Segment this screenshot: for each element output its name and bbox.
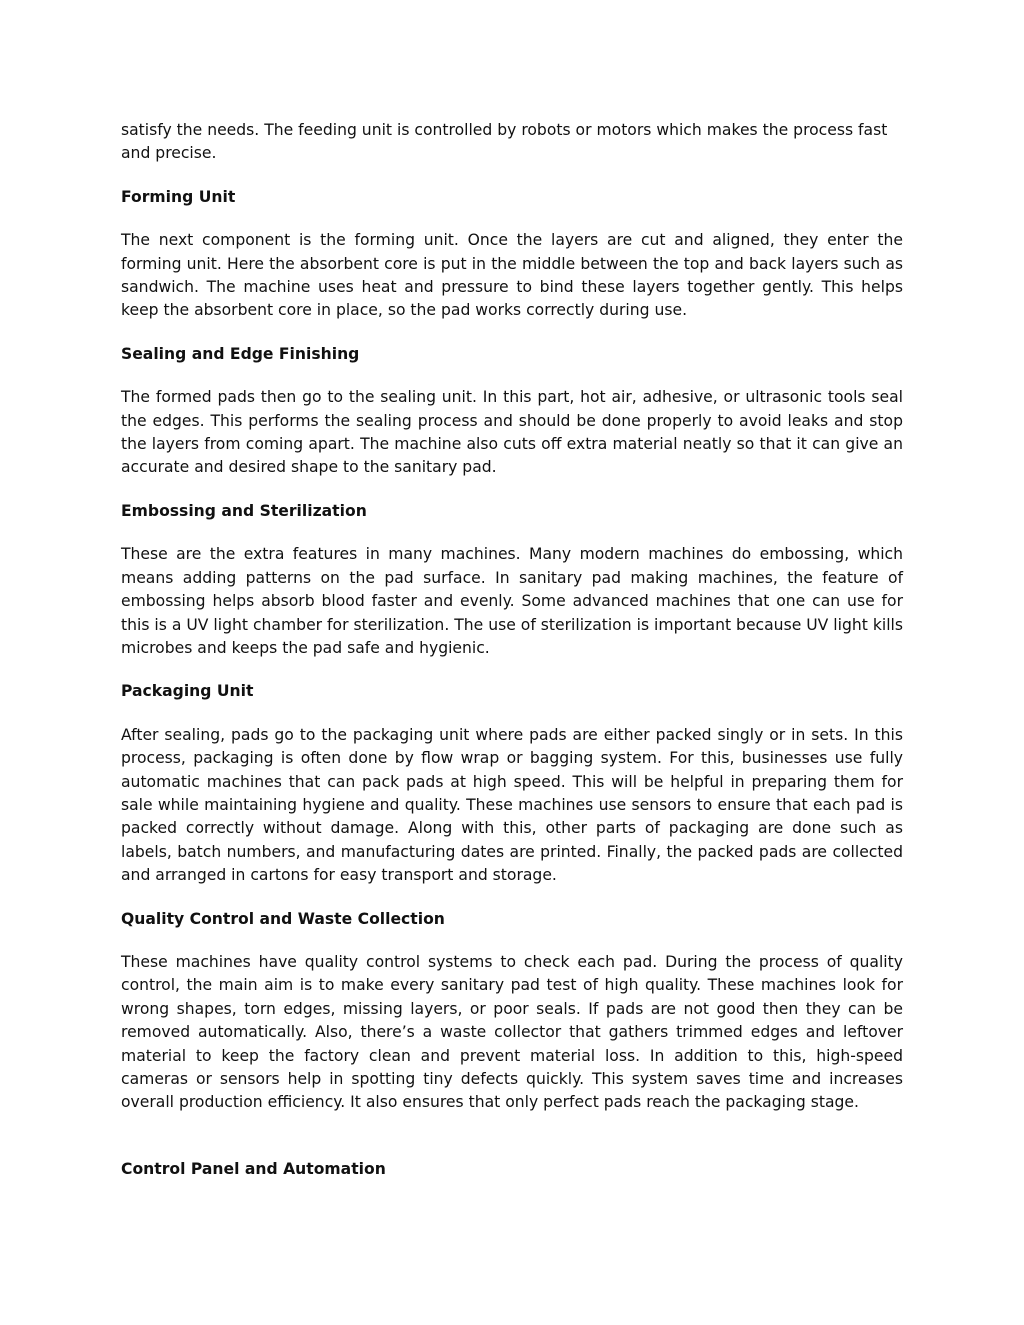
intro-paragraph: satisfy the needs. The feeding unit is controlled by robots or motors which makes the process fast and precise.: [121, 121, 888, 163]
heading-embossing-sterilization: Embossing and Sterilization: [121, 501, 367, 520]
paragraph-packaging-unit: After sealing, pads go to the packaging unit where pads are either packed singly or in sets. In this process, packaging is often done by flow wrap or bagging system. For this, businesses use fully automatic machines that can pack pads at high speed. This will be helpful in preparing them for sale while maintaining hygiene and quality. These machines use sensors to ensure that each pad is packed correctly without damage. Along with this, other parts of packaging are done such as labels, batch numbers, and manufacturing dates are printed. Finally, the packed pads are collected and arranged in cartons for easy transport and storage.: [121, 725, 903, 885]
paragraph-embossing-sterilization: These are the extra features in many machines. Many modern machines do embossing, which means adding patterns on the pad surface. In sanitary pad making machines, the feature of embossing helps absorb blood faster and evenly. Some advanced machines that one can use for this is a UV light chamber for sterilization. The use of sterilization is important because UV light kills microbes and keeps the pad safe and hygienic.: [121, 545, 903, 657]
paragraph-forming-unit: The next component is the forming unit. Once the layers are cut and aligned, they enter the forming unit. Here the absorbent core is put in the middle between the top and back layers such as sandwich. The machine uses heat and pressure to bind these layers together gently. This helps keep the absorbent core in place, so the pad works correctly during use.: [121, 231, 903, 320]
heading-sealing-edge-finishing: Sealing and Edge Finishing: [121, 344, 360, 363]
paragraph-quality-control: These machines have quality control systems to check each pad. During the process of quality control, the main aim is to make every sanitary pad test of high quality. These machines look for wrong shapes, torn edges, missing layers, or poor seals. If pads are not good then they can be removed automatically. Also, there’s a waste collector that gathers trimmed edges and leftover material to keep the factory clean and prevent material loss. In addition to this, high-speed cameras or sensors help in spotting tiny defects quickly. This system saves time and increases overall production efficiency. It also ensures that only perfect pads reach the packaging stage.: [121, 952, 903, 1112]
heading-packaging-unit: Packaging Unit: [121, 682, 254, 701]
heading-forming-unit: Forming Unit: [121, 187, 236, 206]
heading-control-panel: Control Panel and Automation: [121, 1159, 386, 1178]
document-page: [121, 119, 903, 1201]
heading-quality-control: Quality Control and Waste Collection: [121, 909, 445, 928]
paragraph-sealing-edge-finishing: The formed pads then go to the sealing unit. In this part, hot air, adhesive, or ultrasonic tools seal the edges. This performs the sealing process and should be done properly to avoid leaks and stop the layers from coming apart. The machine also cuts off extra material neatly so that it can give an accurate and desired shape to the sanitary pad.: [121, 388, 903, 477]
